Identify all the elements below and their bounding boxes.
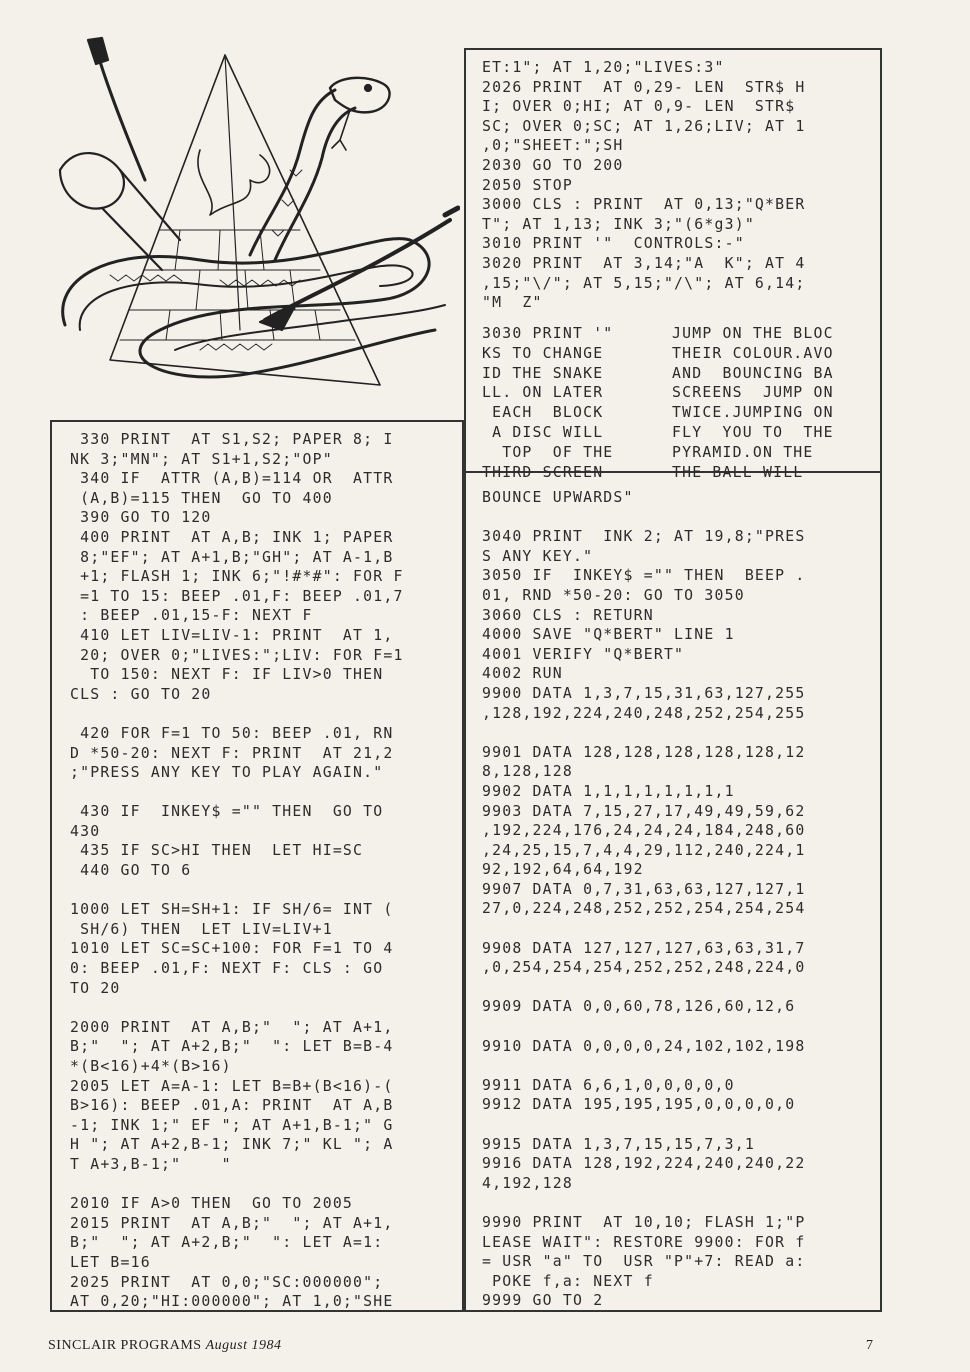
code-line: B;" "; AT A+2,B;" ": LET B=B-4: [70, 1038, 394, 1056]
code-line: THIRD SCREEN: [482, 463, 604, 481]
code-line: 330 PRINT AT S1,S2; PAPER 8; I: [70, 431, 394, 448]
code-line: B;" "; AT A+2,B;" ": LET A=1:: [70, 1234, 384, 1252]
code-line: 3030 PRINT '": [482, 325, 614, 342]
code-line: ,0;"SHEET:";SH: [482, 137, 624, 155]
issue-date: August 1984: [205, 1338, 282, 1353]
code-line: +1; FLASH 1; INK 6;"!#*#": FOR F: [70, 568, 404, 586]
code-line: "M Z": [482, 294, 543, 312]
code-line: TO 150: NEXT F: IF LIV>0 THEN: [70, 666, 384, 684]
code-line: JUMP ON THE BLOC: [672, 325, 834, 342]
code-line: 430 IF INKEY$ ="" THEN GO TO: [70, 803, 384, 821]
code-line: 4,192,128: [482, 1174, 573, 1192]
code-line: 430: [70, 822, 101, 840]
code-line: 420 FOR F=1 TO 50: BEEP .01, RN: [70, 724, 394, 742]
code-line: ,192,224,176,24,24,24,184,248,60: [482, 822, 806, 840]
code-line: KS TO CHANGE: [482, 344, 604, 362]
code-line: AT 0,20;"HI:000000"; AT 1,0;"SHE: [70, 1293, 394, 1311]
code-line: 92,192,64,64,192: [482, 861, 644, 879]
code-line: 4002 RUN: [482, 665, 563, 683]
code-line: TWICE.JUMPING ON: [672, 404, 834, 422]
code-line: EACH BLOCK: [482, 404, 604, 422]
code-line: 9907 DATA 0,7,31,63,63,127,127,1: [482, 880, 806, 898]
code-line: 3010 PRINT '" CONTROLS:-": [482, 235, 745, 253]
code-line: 9915 DATA 1,3,7,15,15,7,3,1: [482, 1135, 755, 1153]
magazine-title: SINCLAIR PROGRAMS: [48, 1338, 202, 1353]
code-line: 3050 IF INKEY$ ="" THEN BEEP .: [482, 567, 806, 585]
code-line: T"; AT 1,13; INK 3;"(6*g3)": [482, 215, 755, 233]
code-line: LL. ON LATER: [482, 384, 604, 402]
code-line: 3000 CLS : PRINT AT 0,13;"Q*BER: [482, 196, 806, 214]
code-line: 9910 DATA 0,0,0,0,24,102,102,198: [482, 1037, 806, 1055]
code-line: 1010 LET SC=SC+100: FOR F=1 TO 4: [70, 940, 394, 958]
code-line: CLS : GO TO 20: [70, 685, 212, 703]
code-listing-left: [70, 430, 404, 1312]
code-line: TO 20: [70, 979, 121, 997]
code-line: 8;"EF"; AT A+1,B;"GH"; AT A-1,B: [70, 548, 394, 566]
code-line: 410 LET LIV=LIV-1: PRINT AT 1,: [70, 626, 394, 644]
code-line: 9916 DATA 128,192,224,240,240,22: [482, 1155, 806, 1173]
code-line: ,128,192,224,240,248,252,254,255: [482, 704, 806, 722]
code-listing-bottom-right: [482, 488, 805, 1311]
code-line: (A,B)=115 THEN GO TO 400: [70, 489, 333, 507]
code-line: 9902 DATA 1,1,1,1,1,1,1,1: [482, 782, 735, 800]
page-footer: [48, 1338, 281, 1354]
code-line: 3060 CLS : RETURN: [482, 606, 654, 624]
code-line: THE BALL WILL: [672, 463, 804, 481]
code-line: LET B=16: [70, 1253, 151, 1271]
code-line: 2050 STOP: [482, 176, 573, 194]
code-line: SCREENS JUMP ON: [672, 384, 834, 402]
instructions-column-right: [672, 324, 834, 482]
code-line: ;"PRESS ANY KEY TO PLAY AGAIN.": [70, 764, 384, 782]
code-line: 9990 PRINT AT 10,10; FLASH 1;"P: [482, 1213, 806, 1231]
code-line: 340 IF ATTR (A,B)=114 OR ATTR: [70, 470, 394, 488]
code-line: B>16): BEEP .01,A: PRINT AT A,B: [70, 1097, 394, 1115]
code-line: 390 GO TO 120: [70, 509, 212, 527]
snake-pyramid-illustration: [50, 30, 460, 420]
code-line: TOP OF THE: [482, 443, 614, 461]
code-line: 01, RND *50-20: GO TO 3050: [482, 586, 745, 604]
code-line: 2026 PRINT AT 0,29- LEN STR$ H: [482, 78, 806, 96]
code-line: 400 PRINT AT A,B; INK 1; PAPER: [70, 528, 394, 546]
code-line: 20; OVER 0;"LIVES:";LIV: FOR F=1: [70, 646, 404, 664]
code-line: 9900 DATA 1,3,7,15,31,63,127,255: [482, 684, 806, 702]
code-line: 2005 LET A=A-1: LET B=B+(B<16)-(: [70, 1077, 394, 1095]
code-line: T A+3,B-1;" ": [70, 1155, 232, 1173]
code-line: BOUNCE UPWARDS": [482, 489, 634, 506]
code-line: SH/6) THEN LET LIV=LIV+1: [70, 920, 333, 938]
code-line: 2010 IF A>0 THEN GO TO 2005: [70, 1195, 354, 1213]
code-line: 1000 LET SH=SH+1: IF SH/6= INT (: [70, 901, 394, 919]
code-line: 9908 DATA 127,127,127,63,63,31,7: [482, 939, 806, 957]
code-line: 9901 DATA 128,128,128,128,128,12: [482, 743, 806, 761]
code-line: 27,0,224,248,252,252,254,254,254: [482, 900, 806, 918]
code-line: 2025 PRINT AT 0,0;"SC:000000";: [70, 1273, 384, 1291]
code-line: NK 3;"MN"; AT S1+1,S2;"OP": [70, 450, 333, 468]
code-line: ,0,254,254,254,252,252,248,224,0: [482, 959, 806, 977]
code-line: H "; AT A+2,B-1; INK 7;" KL "; A: [70, 1136, 394, 1154]
code-line: 3040 PRINT INK 2; AT 19,8;"PRES: [482, 528, 806, 546]
code-line: : BEEP .01,15-F: NEXT F: [70, 607, 313, 625]
code-line: 8,128,128: [482, 763, 573, 781]
code-line: FLY YOU TO THE: [672, 423, 834, 441]
code-line: 4000 SAVE "Q*BERT" LINE 1: [482, 626, 735, 644]
code-line: SC; OVER 0;SC; AT 1,26;LIV; AT 1: [482, 117, 806, 135]
code-line: 2030 GO TO 200: [482, 156, 624, 174]
code-line: 4001 VERIFY "Q*BERT": [482, 645, 685, 663]
code-line: -1; INK 1;" EF "; AT A+1,B-1;" G: [70, 1116, 394, 1134]
code-line: 0: BEEP .01,F: NEXT F: CLS : GO: [70, 960, 384, 978]
code-listing-top-right: [482, 58, 805, 313]
code-line: D *50-20: NEXT F: PRINT AT 21,2: [70, 744, 394, 762]
code-line: POKE f,a: NEXT f: [482, 1272, 654, 1290]
code-line: S ANY KEY.": [482, 547, 594, 565]
code-line: 440 GO TO 6: [70, 862, 192, 880]
code-line: =1 TO 15: BEEP .01,F: BEEP .01,7: [70, 587, 404, 605]
code-line: LEASE WAIT": RESTORE 9900: FOR f: [482, 1233, 806, 1251]
code-line: = USR "a" TO USR "P"+7: READ a:: [482, 1253, 806, 1271]
code-line: A DISC WILL: [482, 423, 604, 441]
code-line: 9903 DATA 7,15,27,17,49,49,59,62: [482, 802, 806, 820]
code-line: ID THE SNAKE: [482, 364, 604, 382]
code-line: 2000 PRINT AT A,B;" "; AT A+1,: [70, 1018, 394, 1036]
code-line: I; OVER 0;HI; AT 0,9- LEN STR$: [482, 98, 796, 116]
code-line: THEIR COLOUR.AVO: [672, 344, 834, 362]
code-line: PYRAMID.ON THE: [672, 443, 814, 461]
code-line: AND BOUNCING BA: [672, 364, 834, 382]
code-line: ET:1"; AT 1,20;"LIVES:3": [482, 59, 725, 76]
code-line: ,24,25,15,7,4,4,29,112,240,224,1: [482, 841, 806, 859]
code-line: ,15;"\/"; AT 5,15;"/\"; AT 6,14;: [482, 274, 806, 292]
code-line: 9912 DATA 195,195,195,0,0,0,0,0: [482, 1096, 796, 1114]
code-line: 435 IF SC>HI THEN LET HI=SC: [70, 842, 364, 860]
code-line: *(B<16)+4*(B>16): [70, 1058, 232, 1075]
code-line: 9909 DATA 0,0,60,78,126,60,12,6: [482, 998, 796, 1016]
code-line: 9999 GO TO 2: [482, 1292, 604, 1310]
code-line: 9911 DATA 6,6,1,0,0,0,0,0: [482, 1076, 735, 1094]
code-line: 3020 PRINT AT 3,14;"A K"; AT 4: [482, 254, 806, 272]
page-number: 7: [866, 1338, 873, 1353]
code-line: 2015 PRINT AT A,B;" "; AT A+1,: [70, 1214, 394, 1232]
instructions-column-left: [482, 324, 613, 482]
